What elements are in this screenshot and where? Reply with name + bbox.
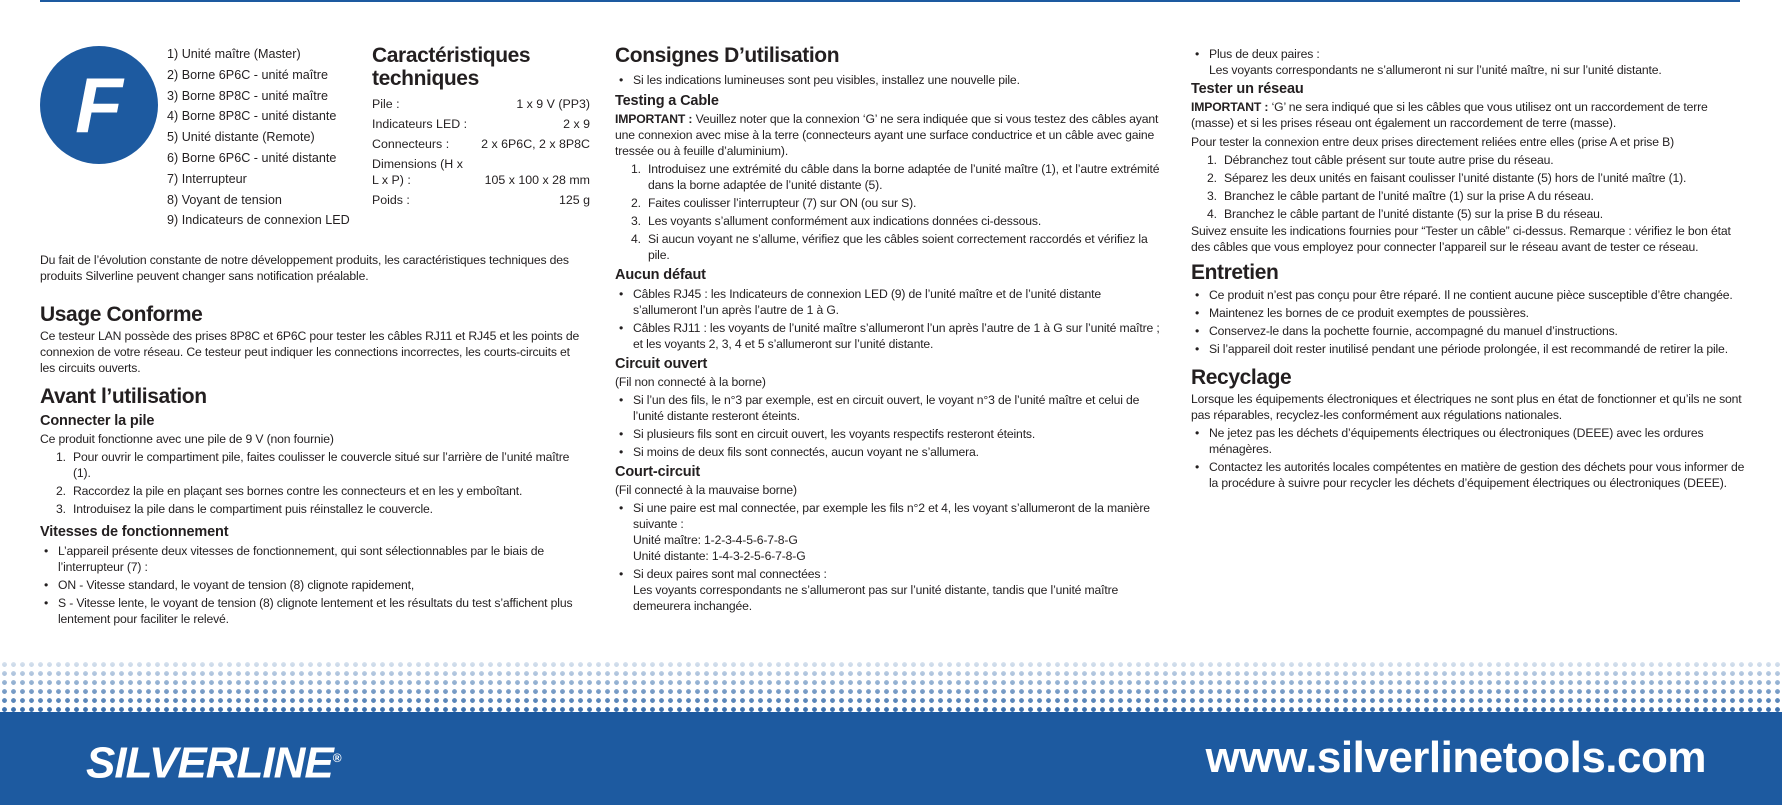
spec-value: 2 x 6P6C, 2 x 8P8C <box>481 137 590 151</box>
step-item <box>1191 170 1746 186</box>
section-letter-badge <box>40 46 158 164</box>
specs-title: Caractéristiques techniques <box>372 44 531 90</box>
testing-steps <box>615 161 1167 263</box>
step-text: Introduisez une extrémité du câble dans la borne adaptée de l’unité maître (1), et l’autre extrémité dans la borne adaptée de l’unité distante (5). <box>648 162 1160 192</box>
step-item <box>615 213 1167 229</box>
aucun-list <box>615 286 1167 352</box>
spec-label: Dimensions (H x L x P) : <box>372 157 463 187</box>
pile-steps <box>40 449 588 517</box>
step-number: 1. <box>631 162 641 176</box>
step-text: Faites coulisser l’interrupteur (7) sur ON (ou sur S). <box>648 196 917 210</box>
usage-text: Ce testeur LAN possède des prises 8P8C et 6P6C pour tester les câbles RJ11 et RJ45 et les points de connexion de votre réseau. Ce testeur peut indiquer les connections incorrectes, les courts-circuits et les circuits ouverts. <box>40 329 580 375</box>
step-number: 2. <box>1207 171 1217 185</box>
spec-label: Pile : <box>372 97 400 111</box>
part-item: 3) Borne 8P8C - unité maître <box>167 88 328 103</box>
vitesses-title: Vitesses de fonctionnement <box>40 524 229 540</box>
bullet-item: • Câbles RJ11 : les voyants de l’unité maître s’allumeront l’un après l’autre de 1 à G sur l’unité maître ; et les voyants 2, 3, 4 et 5 s’allumeront sur l’unité distante. <box>615 320 1167 352</box>
registered-mark: ® <box>332 751 341 765</box>
usage-title: Usage Conforme <box>40 303 203 326</box>
step-number: 3. <box>631 214 641 228</box>
website-url[interactable]: www.silverlinetools.com <box>1205 733 1706 782</box>
step-text: Branchez le câble partant de l’unité maître (1) sur la prise A du réseau. <box>1224 189 1594 203</box>
reseau-title: Tester un réseau <box>1191 81 1304 97</box>
spec-label: Connecteurs : <box>372 137 450 151</box>
step-text: Si aucun voyant ne s’allume, vérifiez que les câbles soient correctement raccordés et vérifiez la pile. <box>648 232 1148 262</box>
step-text: Raccordez la pile en plaçant ses bornes contre les connecteurs et en les y emboîtant. <box>73 484 523 498</box>
recyclage-title: Recyclage <box>1191 366 1292 389</box>
specifications <box>372 44 590 210</box>
bullet-item: • Si l’un des fils, le n°3 par exemple, est en circuit ouvert, le voyant n°3 de l’unité maître et celui de l’unité distante resteront éteints. <box>615 392 1167 424</box>
important-label: IMPORTANT : <box>615 112 693 126</box>
spec-row <box>372 114 590 134</box>
step-number: 3. <box>1207 189 1217 203</box>
spec-value: 1 x 9 V (PP3) <box>516 97 590 111</box>
court-title: Court-circuit <box>615 464 701 480</box>
part-item: 7) Interrupteur <box>167 171 247 186</box>
part-item: 4) Borne 8P8C - unité distante <box>167 109 337 124</box>
bullet-item: • Ce produit n’est pas conçu pour être réparé. Il ne contient aucune pièce susceptible d’être changée. <box>1191 287 1746 303</box>
vitesses-list <box>40 543 588 627</box>
bullet-item: • ON - Vitesse standard, le voyant de tension (8) clignote rapidement, <box>40 577 588 593</box>
step-item <box>1191 206 1746 222</box>
step-item <box>615 231 1167 263</box>
reseau-after: Suivez ensuite les indications fournies pour “Tester un câble” ci-dessus. Remarque : vérifiez le bon état des câbles que vous employez pour connecter l’appareil sur le réseau avant de tester ce réseau. <box>1191 224 1731 254</box>
step-number: 1. <box>1207 153 1217 167</box>
footer-fade <box>0 660 1782 720</box>
step-text: Pour ouvrir le compartiment pile, faites coulisser le couvercle situé sur l’arrière de l’unité maître (1). <box>73 450 570 480</box>
consignes-title: Consignes D’utilisation <box>615 44 840 67</box>
section-letter: F <box>75 61 123 149</box>
spec-row <box>372 154 590 190</box>
bullet-item: • Câbles RJ45 : les Indicateurs de connexion LED (9) de l’unité maître et de l’unité distante s’allumeront l’un après l’autre de 1 à G. <box>615 286 1167 318</box>
important-label: IMPORTANT : <box>1191 100 1269 114</box>
recyclage-list <box>1191 425 1746 491</box>
spec-value: 105 x 100 x 28 mm <box>484 173 590 187</box>
bullet-item: • Si plusieurs fils sont en circuit ouvert, les voyants respectifs resteront éteints. <box>615 426 1167 442</box>
part-item: 9) Indicateurs de connexion LED <box>167 213 350 228</box>
step-text: Branchez le câble partant de l’unité distante (5) sur la prise B du réseau. <box>1224 207 1603 221</box>
bullet-item: • Si deux paires sont mal connectées : Les voyants correspondants ne s’allumeront pas sur l’unité distante, tandis que l’unité maître demeurera inchangée. <box>615 566 1167 614</box>
circuit-title: Circuit ouvert <box>615 356 708 372</box>
specs-table <box>372 94 590 210</box>
step-text: Les voyants s’allument conformément aux indications données ci-dessous. <box>648 214 1042 228</box>
reseau-steps <box>1191 152 1746 222</box>
bullet-item: • Maintenez les bornes de ce produit exemptes de poussières. <box>1191 305 1746 321</box>
court-note: (Fil connecté à la mauvaise borne) <box>615 483 797 497</box>
bullet-item: • Ne jetez pas les déchets d’équipements électriques ou électroniques (DEEE) avec les ordures ménagères. <box>1191 425 1746 457</box>
pile-title: Connecter la pile <box>40 413 155 429</box>
recyclage-text: Lorsque les équipements électroniques et électriques ne sont plus en état de fonctionner et qu’ils ne sont pas réparables, recyclez-les conformément aux régulations nationales. <box>1191 392 1742 422</box>
silverline-logo: SILVERLINE® <box>86 738 341 788</box>
reseau-text: Pour tester la connexion entre deux prises directement reliées entre elles (prise A et prise B) <box>1191 135 1674 149</box>
spec-value: 2 x 9 <box>563 117 590 131</box>
aucun-title: Aucun défaut <box>615 267 706 283</box>
step-text: Débranchez tout câble présent sur toute autre prise du réseau. <box>1224 153 1554 167</box>
testing-important: IMPORTANT : Veuillez noter que la connexion ‘G’ ne sera indiquée que si vous testez des câbles ayant une connexion avec mise à la terre (connecteurs ayant une surface conductrice et un câble avec gaine tressée ou à feuille d’aluminium). <box>615 112 1159 158</box>
column-3 <box>1191 44 1746 491</box>
part-item: 5) Unité distante (Remote) <box>167 130 315 145</box>
circuit-list <box>615 392 1167 460</box>
step-item <box>615 161 1167 193</box>
part-item: 8) Voyant de tension <box>167 192 282 207</box>
part-item: 2) Borne 6P6C - unité maître <box>167 67 328 82</box>
step-text: Introduisez la pile dans le compartiment puis réinstallez le couvercle. <box>73 502 433 516</box>
part-item: 6) Borne 6P6C - unité distante <box>167 150 337 165</box>
step-number: 2. <box>631 196 641 210</box>
top-rule <box>40 0 1740 2</box>
step-text: Séparez les deux unités en faisant coulisser l’unité distante (5) hors de l’unité maître (1). <box>1224 171 1687 185</box>
circuit-note: (Fil non connecté à la borne) <box>615 375 766 389</box>
parts-list <box>167 44 350 231</box>
step-number: 2. <box>56 484 66 498</box>
column-1 <box>40 251 588 627</box>
step-number: 4. <box>631 232 641 246</box>
consignes-intro: • Si les indications lumineuses sont peu visibles, installez une nouvelle pile. <box>615 72 1167 88</box>
column-2 <box>615 44 1167 614</box>
spec-label: Poids : <box>372 193 410 207</box>
step-number: 1. <box>56 450 66 464</box>
bullet-item: • Si moins de deux fils sont connectés, aucun voyant ne s’allumera. <box>615 444 1167 460</box>
spec-row <box>372 94 590 114</box>
bullet-item: • Si l’appareil doit rester inutilisé pendant une période prolongée, il est recommandé de retirer la pile. <box>1191 341 1746 357</box>
bullet-item: • Si une paire est mal connectée, par exemple les fils n°2 et 4, les voyant s’allumeront de la manière suivante : Unité maître: 1-2-3-4-5-6-7-8-G Unité distante: 1-4-3-2-5-6-7-8-G <box>615 500 1167 564</box>
testing-title: Testing a Cable <box>615 93 719 109</box>
step-item <box>615 195 1167 211</box>
bullet-item: • L’appareil présente deux vitesses de fonctionnement, qui sont sélectionnables par le biais de l’interrupteur (7) : <box>40 543 588 575</box>
spec-label: Indicateurs LED : <box>372 117 468 131</box>
step-number: 4. <box>1207 207 1217 221</box>
part-item: 1) Unité maître (Master) <box>167 47 301 61</box>
step-item <box>1191 152 1746 168</box>
entretien-list <box>1191 287 1746 357</box>
step-item <box>1191 188 1746 204</box>
entretien-title: Entretien <box>1191 261 1279 284</box>
step-item <box>40 501 588 517</box>
step-item <box>40 449 588 481</box>
disclaimer: Du fait de l’évolution constante de notre développement produits, les caractéristiques techniques des produits Silverline peuvent changer sans notification préalable. <box>40 253 569 283</box>
reseau-important: IMPORTANT : ‘G’ ne sera indiqué que si les câbles que vous utilisez ont un raccordement de terre (masse) et si les prises réseau ont également un raccordement de terre (masse). <box>1191 100 1708 130</box>
court-list <box>615 500 1167 614</box>
bullet-item: • S - Vitesse lente, le voyant de tension (8) clignote lentement et les résultats du test s’affichent plus lentement pour faciliter le relevé. <box>40 595 588 627</box>
bullet-item: • Conservez-le dans la pochette fournie, accompagné du manuel d’instructions. <box>1191 323 1746 339</box>
pile-text: Ce produit fonctionne avec une pile de 9 V (non fournie) <box>40 432 334 446</box>
spec-value: 125 g <box>558 193 590 207</box>
step-item <box>40 483 588 499</box>
bullet-item: • Contactez les autorités locales compétentes en matière de gestion des déchets pour vous informer de la procédure à suivre pour recycler les déchets d’équipement électriques ou électroniques (DEEE). <box>1191 459 1746 491</box>
avant-title: Avant l’utilisation <box>40 385 207 408</box>
spec-row <box>372 134 590 154</box>
spec-row <box>372 190 590 210</box>
plus-de-deux-paires: • Plus de deux paires : Les voyants correspondants ne s’allumeront ni sur l’unité maître, ni sur l’unité distante. <box>1191 46 1746 78</box>
step-number: 3. <box>56 502 66 516</box>
